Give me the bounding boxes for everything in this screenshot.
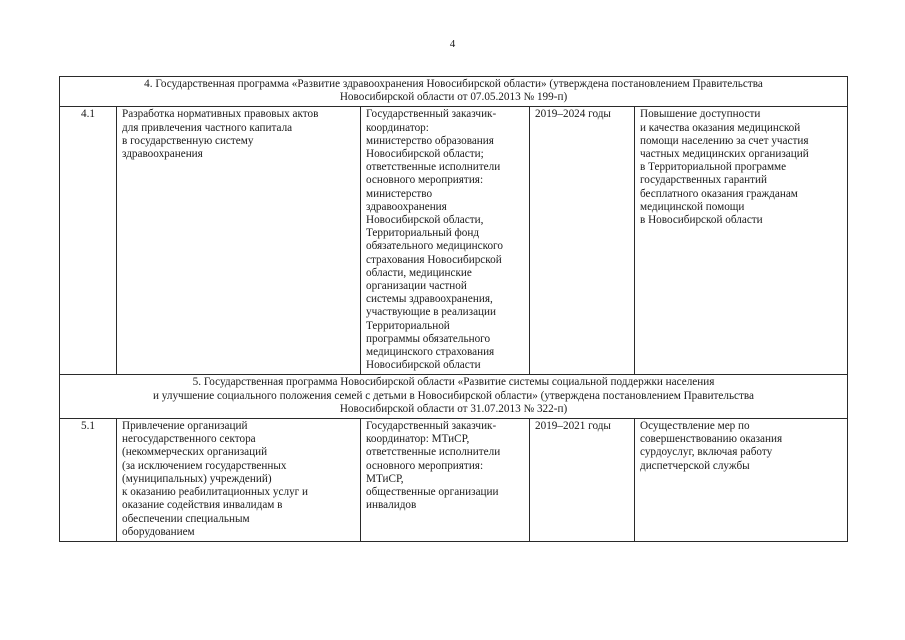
result-line: бесплатного оказания гражданам: [640, 187, 798, 200]
section-heading-row: [60, 375, 848, 419]
responsible-cell: [361, 419, 530, 542]
responsible-line: Территориальной: [366, 319, 450, 332]
responsible-line: области, медицинские: [366, 266, 472, 279]
responsible-line: программы обязательного: [366, 332, 491, 345]
responsible-line: ответственные исполнители: [366, 161, 501, 174]
result-line: Повышение доступности: [640, 108, 761, 121]
responsible-line: МТиСР,: [366, 472, 404, 485]
responsible-line: ответственные исполнители: [366, 446, 501, 459]
measure-line: негосударственного сектора: [122, 433, 256, 446]
responsible-line: общественные организации: [366, 486, 499, 499]
measure-line: для привлечения частного капитала: [122, 121, 293, 134]
measure-cell: [117, 419, 361, 542]
section-heading-row: [60, 77, 848, 107]
result-line: в Территориальной программе: [640, 161, 787, 174]
result-line: помощи населению за счет участия: [640, 134, 809, 147]
measure-line: оказание содействия инвалидам в: [122, 499, 283, 512]
section-heading: [60, 375, 848, 419]
responsible-line: основного мероприятия:: [366, 459, 484, 472]
responsible-line: координатор:: [366, 121, 429, 134]
responsible-line: инвалидов: [366, 499, 417, 512]
responsible-line: министерство: [366, 187, 433, 200]
measure-line: к оказанию реабилитационных услуг и: [122, 486, 309, 499]
measure-line: обеспечении специальным: [122, 512, 250, 525]
responsible-line: страхования Новосибирской: [366, 253, 502, 266]
measure-cell: [117, 107, 361, 375]
responsible-line: обязательного медицинского: [366, 240, 503, 253]
result-line: и качества оказания медицинской: [640, 121, 801, 134]
responsible-line: организации частной: [366, 280, 467, 293]
table-row: [60, 419, 848, 542]
responsible-cell: [361, 107, 530, 375]
row-number: 5.1: [60, 419, 117, 542]
section-heading-line: 5. Государственная программа Новосибирской области «Развитие системы социальной поддержки населения: [192, 376, 715, 389]
responsible-line: Государственный заказчик-: [366, 420, 497, 433]
period-cell: 2019–2024 годы: [530, 107, 635, 375]
result-line: совершенствованию оказания: [640, 433, 783, 446]
result-line: государственных гарантий: [640, 174, 768, 187]
measure-line: здравоохранения: [122, 148, 203, 161]
responsible-line: участвующие в реализации: [366, 306, 497, 319]
result-line: медицинской помощи: [640, 200, 745, 213]
responsible-line: Новосибирской области;: [366, 148, 484, 161]
result-cell: [635, 419, 848, 542]
section-heading-line: 4. Государственная программа «Развитие здравоохранения Новосибирской области» (утверждена постановлением Правительства: [144, 78, 763, 90]
section-heading: [60, 77, 848, 107]
responsible-line: Государственный заказчик-: [366, 108, 497, 121]
result-line: в Новосибирской области: [640, 214, 763, 227]
responsible-line: Территориальный фонд: [366, 227, 480, 240]
result-line: сурдоуслуг, включая работу: [640, 446, 773, 459]
result-cell: [635, 107, 848, 375]
page-number: 4: [449, 38, 456, 50]
responsible-line: координатор: МТиСР,: [366, 433, 470, 446]
result-line: диспетчерской службы: [640, 459, 750, 472]
section-heading-line: Новосибирской области от 31.07.2013 № 322-п): [339, 402, 568, 415]
responsible-line: Новосибирской области,: [366, 214, 484, 227]
measure-line: оборудованием: [122, 525, 195, 538]
row-number: 4.1: [60, 107, 117, 375]
responsible-line: медицинского страхования: [366, 346, 495, 359]
measures-table: [59, 76, 848, 542]
table-row: [60, 107, 848, 375]
measure-line: Привлечение организаций: [122, 420, 248, 433]
result-line: Осуществление мер по: [640, 420, 750, 433]
period-cell: 2019–2021 годы: [530, 419, 635, 542]
measure-line: Разработка нормативных правовых актов: [122, 108, 319, 121]
measure-line: в государственную систему: [122, 134, 254, 147]
measure-line: (муниципальных) учреждений): [122, 472, 272, 485]
measure-line: (некоммерческих организаций: [122, 446, 268, 459]
section-heading-line: Новосибирской области от 07.05.2013 № 199-п): [339, 91, 568, 104]
result-line: частных медицинских организаций: [640, 148, 809, 161]
section-heading-line: и улучшение социального положения семей с детьми в Новосибирской области» (утверждена постановлением Правительства: [153, 389, 755, 402]
responsible-line: министерство образования: [366, 134, 494, 147]
measure-line: (за исключением государственных: [122, 459, 287, 472]
responsible-line: Новосибирской области: [366, 359, 481, 372]
responsible-line: системы здравоохранения,: [366, 293, 493, 306]
responsible-line: основного мероприятия:: [366, 174, 484, 187]
responsible-line: здравоохранения: [366, 200, 447, 213]
